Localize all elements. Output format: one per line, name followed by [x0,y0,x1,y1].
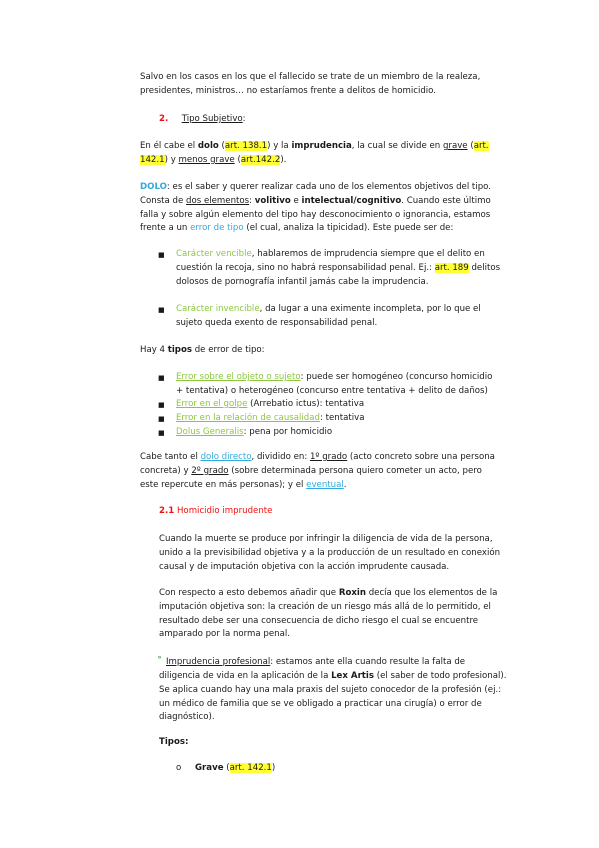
error-de-tipo-term: error de tipo [190,223,244,234]
text: ). [280,154,287,165]
subsection-heading [159,505,272,519]
bullet-item-invencible [176,303,481,331]
text-line [176,303,481,317]
text: de error de tipo: [191,345,265,355]
text: ( [223,763,230,773]
bold-term: imprudencia [291,141,352,151]
text: (Arrebatio ictus): tentativa [247,399,365,409]
text: : puede ser homogéneo (concurso homicidio [300,372,493,382]
list-item [176,371,492,399]
green-term: Carácter vencible [176,249,252,259]
bullet-icon: ■ [158,251,165,259]
article-ref: art. 138.1 [224,141,268,151]
text: ( [467,141,474,151]
heading-title: Tipo Subjetivo [181,114,243,124]
list-item [176,398,364,412]
underlined-term: Imprudencia profesional [166,657,271,667]
blue-term: dolo directo [200,452,252,462]
text-line [140,222,491,236]
text: diligencia de vida en la aplicación de la [159,671,332,681]
text: ) [271,763,276,773]
text: concreta) y [140,465,192,476]
text-line [176,371,492,385]
bullet-icon: ■ [158,306,165,314]
text: ) y la [267,141,292,151]
text: . [343,479,347,490]
green-term: Error en el golpe [176,399,248,409]
dolo-paragraph [140,181,491,236]
text-line: dolosos de pornografía infantil jamás cabe la imprudencia. [176,276,429,287]
bullet-icon: ■ [158,415,165,423]
text-line: amparado por la norma penal. [159,629,290,640]
text: frente a un [140,223,191,234]
text-line: Cuando la muerte se produce por infringir la diligencia de vida de la persona, [159,534,493,544]
heading-number: 2. [159,114,169,124]
section-heading [159,113,246,127]
text: (el saber de todo profesional). [373,671,507,681]
text-line: Salvo en los casos en los que el fallecido se trate de un miembro de la realeza, [140,72,481,82]
text: Con respecto a esto debemos añadir que [159,588,339,598]
underlined-term: dos elementos [186,195,250,206]
dolo-imprudencia-paragraph [140,140,489,168]
text-line [176,248,500,262]
heading-colon: : [242,114,246,124]
text-line [159,670,506,684]
text: ( [218,141,225,151]
text-line: imputación objetiva son: la creación de un riesgo más allá de lo permitido, el [159,601,491,612]
text-line [140,479,495,493]
text: , da lugar a una eximente incompleta, por lo que el [259,304,481,314]
green-term: Error en la relación de causalidad [176,413,320,423]
roxin-paragraph [159,587,497,642]
list-item [176,412,364,426]
text-line: resultado debe ser una consecuencia de dicho riesgo el cual se encuentre [159,615,479,626]
text: , la cual se divide en [351,141,443,151]
bullet-icon: ■ [158,429,165,437]
article-ref: art. [473,141,489,151]
bullet-icon: ■ [158,374,165,382]
tipos-error-intro [140,344,265,358]
text-line [140,451,495,465]
text: En él cabe el [140,141,198,151]
bold-term: intelectual/cognitivo [301,195,402,206]
green-term: Dolus Generalis [176,427,244,437]
green-term: Error sobre el objeto o sujeto [176,372,301,382]
text: este repercute en más personas); y el [140,479,307,490]
homicidio-imprudente-paragraph [159,533,500,574]
bold-term: Grave [195,763,224,773]
heading-number: 2.1 [159,506,175,516]
text: . Cuando este último [401,195,491,206]
text: : estamos ante ella cuando resulte la falta de [270,657,466,667]
text: delitos [468,262,501,273]
tipos-heading: Tipos: [159,737,189,747]
text-line: sujeto queda exento de responsabilidad penal. [176,317,378,328]
bold-term: dolo [197,141,219,151]
text: Hay 4 [140,345,168,355]
text-line [140,465,495,479]
text-line: causal y de imputación objetiva con la acción imprudente causada. [159,561,450,572]
list-item [176,426,332,440]
text-line [140,195,491,209]
bold-term: tipos [167,345,192,355]
text: , hablaremos de imprudencia siempre que el delito en [251,249,485,259]
text: cuestión la recoja, sino no habrá responsabilidad penal. Ej.: [176,262,435,273]
text: : pena por homicidio [243,427,333,437]
text-line [140,181,491,195]
green-bullet-icon: ⁰ [158,655,162,663]
imprudencia-profesional-line1 [166,656,465,670]
intro-paragraph [140,71,480,99]
article-ref: art.142.2 [240,154,281,165]
text-line: Se aplica cuando hay una mala praxis del sujeto conocedor de la profesión (ej.: [159,684,502,695]
text: : [249,195,255,206]
text-line: un médico de familia que se ve obligado a practicar una cirugía) o error de [159,698,482,709]
imprudencia-profesional-paragraph [159,670,506,725]
green-term: Carácter invencible [176,304,260,314]
article-ref: 142.1 [140,154,165,165]
dolo-term: DOLO [140,182,167,192]
article-ref: art. 189 [434,262,469,273]
bold-term: volitivo [254,195,291,206]
text: : tentativa [319,413,365,423]
underlined-term: 1º grado [309,452,348,462]
underlined-term: grave [442,141,468,151]
dolo-directo-paragraph [140,451,495,492]
underlined-term: 2º grado [191,465,229,476]
text-line: diagnóstico). [159,712,215,723]
text-line: falla y sobre algún elemento del tipo hay desconocimiento o ignorancia, estamos [140,209,491,220]
text: decía que los elementos de la [365,588,498,598]
text-line [140,154,489,168]
article-ref: art. 142.1 [229,763,272,773]
text: (el cual, analiza la tipicidad). Este puede ser de: [243,223,454,234]
circle-bullet-icon: o [176,763,182,773]
text-line: + tentativa) o heterogéneo (concurso entre tentativa + delito de daños) [176,385,488,396]
bold-term: Lex Artis [331,671,374,681]
bold-term: Roxin [338,588,366,598]
text: ( [234,154,241,165]
bullet-icon: ■ [158,401,165,409]
heading-title: Homicidio imprudente [176,506,273,516]
bullet-item-vencible [176,248,500,289]
text-line: unido a la previsibilidad objetiva y a la producción de un resultado en conexión [159,547,501,558]
text-line [176,262,500,276]
text: Cabe tanto el [140,452,201,462]
text: : es el saber y querer realizar cada uno de los elementos objetivos del tipo. [166,182,491,192]
text: Consta de [140,195,187,206]
underlined-term: menos grave [178,154,235,165]
grave-item [195,762,275,776]
text-line [159,587,497,601]
text: ) y [164,154,179,165]
text-line [140,140,489,154]
text: (acto concreto sobre una persona [347,452,495,462]
text-line: presidentes, ministros… no estaríamos frente a delitos de homicidio. [140,85,437,96]
text: e [290,195,302,206]
text: (sobre determinada persona quiero cometer un acto, pero [228,465,482,476]
text: , dividido en: [251,452,310,462]
blue-term: eventual [306,479,344,490]
